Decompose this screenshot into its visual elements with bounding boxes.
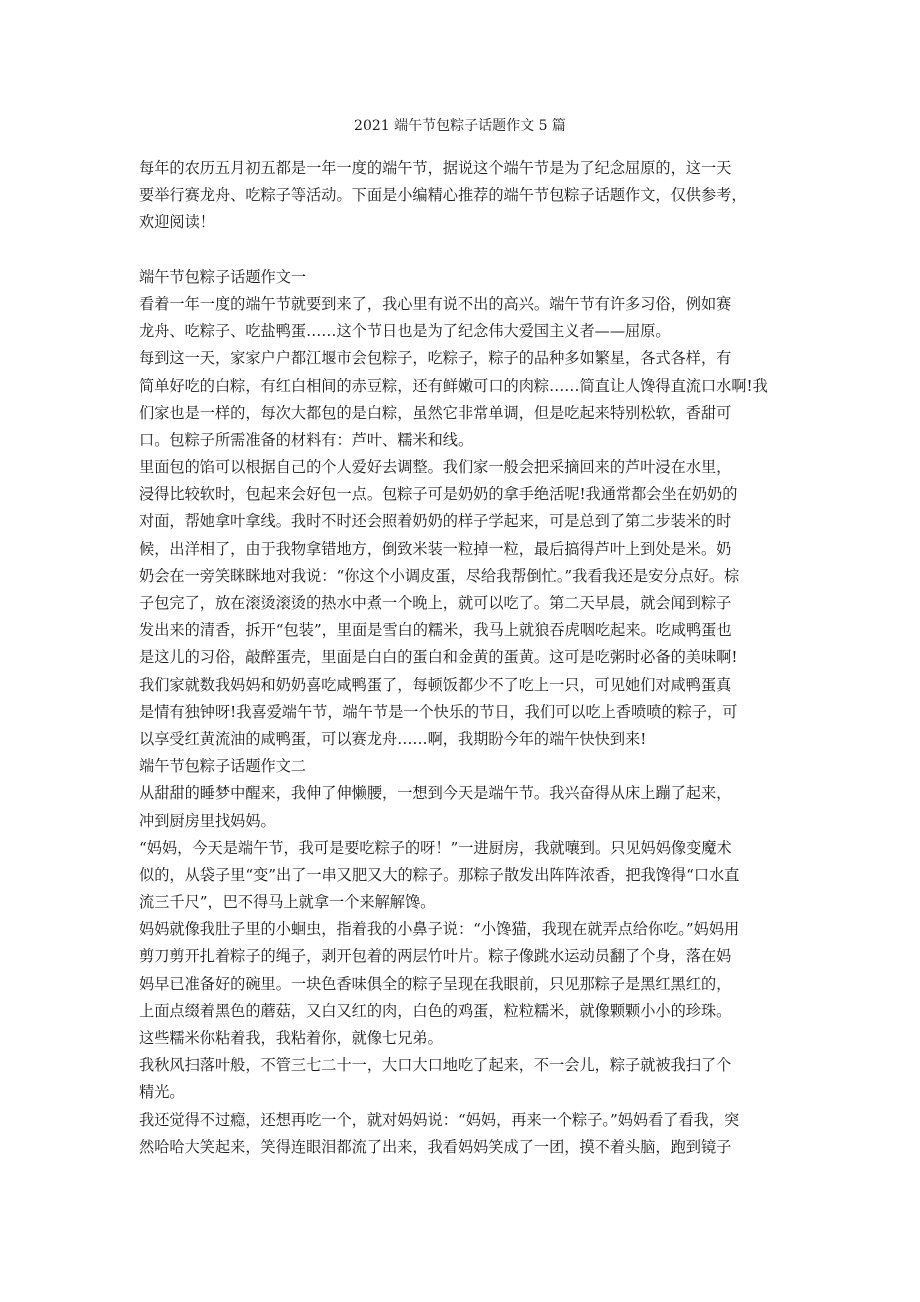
text-line: 妈早已准备好的碗里。一块色香味俱全的粽子呈现在我眼前，只见那粽子是黑红黑红的， bbox=[139, 974, 732, 993]
text-line: 以享受红黄流油的咸鸭蛋，可以赛龙舟……啊，我期盼今年的端午快快到来! bbox=[139, 729, 647, 748]
text-line: 每到这一天，家家户户都江堰市会包粽子，吃粽子，粽子的品种多如繁星，各式各样，有 bbox=[139, 349, 732, 368]
document-body bbox=[139, 155, 779, 1161]
text-line: 看着一年一度的端午节就要到来了，我心里有说不出的高兴。端午节有许多习俗，例如赛 bbox=[139, 294, 732, 313]
text-line: 我们家就数我妈妈和奶奶喜吃咸鸭蛋了，每顿饭都少不了吃上一只，可见她们对咸鸭蛋真 bbox=[139, 675, 732, 694]
text-line: 是这儿的习俗，敲醉蛋壳，里面是白白的蛋白和金黄的蛋黄。这可是吃粥时必备的美味啊! bbox=[139, 648, 738, 667]
text-line: 奶会在一旁笑眯眯地对我说：“你这个小调皮蛋，尽给我帮倒忙。”我看我还是安分点好。棕 bbox=[139, 566, 740, 585]
text-line: 对面，帮她拿叶拿线。我时不时还会照着奶奶的样子学起来，可是总到了第二步装米的时 bbox=[139, 512, 732, 531]
text-line: 这些糯米你粘着我，我粘着你，就像七兄弟。 bbox=[139, 1029, 443, 1047]
text-line: 冲到厨房里找妈妈。 bbox=[139, 811, 276, 830]
blank-line bbox=[139, 237, 779, 264]
text-line: 剪刀剪开扎着粽子的绳子，剥开包着的两层竹叶片。粽子像跳水运动员翻了个身，落在妈 bbox=[139, 947, 732, 966]
text-line: 里面包的馅可以根据自己的个人爱好去调整。我们家一般会把采摘回来的芦叶浸在水里， bbox=[139, 458, 732, 477]
text-line: 发出来的清香，拆开“包装”，里面是雪白的糯米，我马上就狼吞虎咽吃起来。吃咸鸭蛋也 bbox=[139, 621, 732, 640]
text-line: 精光。 bbox=[139, 1083, 185, 1102]
text-line: 流三千尺”，巴不得马上就拿一个来解解馋。 bbox=[139, 893, 436, 912]
text-line: 龙舟、吃粽子、吃盐鸭蛋……这个节日也是为了纪念伟大爱国主义者——屈原。 bbox=[139, 322, 671, 341]
text-line: 端午节包粽子话题作文一 bbox=[139, 267, 307, 286]
text-line: 欢迎阅读！ bbox=[139, 213, 215, 232]
text-line: 然哈哈大笑起来，笑得连眼泪都流了出来，我看妈妈笑成了一团，摸不着头脑，跑到镜子 bbox=[139, 1137, 732, 1156]
text-line: 似的，从袋子里“变”出了一串又肥又大的粽子。那粽子散发出阵阵浓香，把我馋得“口水直 bbox=[139, 865, 740, 884]
text-line: 端午节包粽子话题作文二 bbox=[139, 757, 307, 776]
text-line: 要举行赛龙舟、吃粽子等活动。下面是小编精心推荐的端午节包粽子话题作文，仅供参考， bbox=[139, 186, 747, 205]
text-line: 从甜甜的睡梦中醒来，我伸了伸懒腰，一想到今天是端午节。我兴奋得从床上蹦了起来， bbox=[139, 784, 732, 803]
text-line: “妈妈，今天是端午节，我可是要吃粽子的呀！”一进厨房，我就嚷到。只见妈妈像变魔术 bbox=[139, 838, 732, 857]
text-line: 是情有独钟呀!我喜爱端午节，端午节是一个快乐的节日，我们可以吃上香喷喷的粽子，可 bbox=[139, 702, 738, 721]
text-line: 我秋风扫落叶般，不管三七二十一，大口大口地吃了起来，不一会儿，粽子就被我扫了个 bbox=[139, 1056, 732, 1075]
text-line: 每年的农历五月初五都是一年一度的端午节，据说这个端午节是为了纪念屈原的，这一天 bbox=[139, 159, 732, 177]
text-line: 浸得比较软时，包起来会好包一点。包粽子可是奶奶的拿手绝活呢!我通常都会坐在奶奶的 bbox=[139, 485, 738, 504]
text-line: 候，出洋相了，由于我物拿错地方，倒致米装一粒掉一粒，最后搞得芦叶上到处是米。奶 bbox=[139, 539, 732, 558]
text-line: 子包完了，放在滚烫滚烫的热水中煮一个晚上，就可以吃了。第二天早晨，就会闻到粽子 bbox=[139, 594, 732, 612]
text-line: 上面点缀着黑色的蘑菇，又白又红的肉，白色的鸡蛋，粒粒糯米，就像颗颗小小的珍珠。 bbox=[139, 1001, 732, 1020]
text-line: 妈妈就像我肚子里的小蛔虫，指着我的小鼻子说：“小馋猫，我现在就弄点给你吃。”妈妈用 bbox=[139, 920, 740, 939]
text-line: 们家也是一样的，每次大都包的是白粽，虽然它非常单调，但是吃起来特别松软，香甜可 bbox=[139, 403, 732, 422]
text-line: 口。包粽子所需准备的材料有：芦叶、糯米和线。 bbox=[139, 430, 474, 449]
document-title: 2021 端午节包粽子话题作文 5 篇 bbox=[354, 118, 566, 134]
text-line: 简单好吃的白粽，有红白相间的赤豆粽，还有鲜嫩可口的肉粽……简直让人馋得直流口水啊!我 bbox=[139, 376, 768, 395]
text-line: 我还觉得不过瘾，还想再吃一个，就对妈妈说：“妈妈，再来一个粽子。”妈妈看了看我，突 bbox=[139, 1110, 740, 1129]
